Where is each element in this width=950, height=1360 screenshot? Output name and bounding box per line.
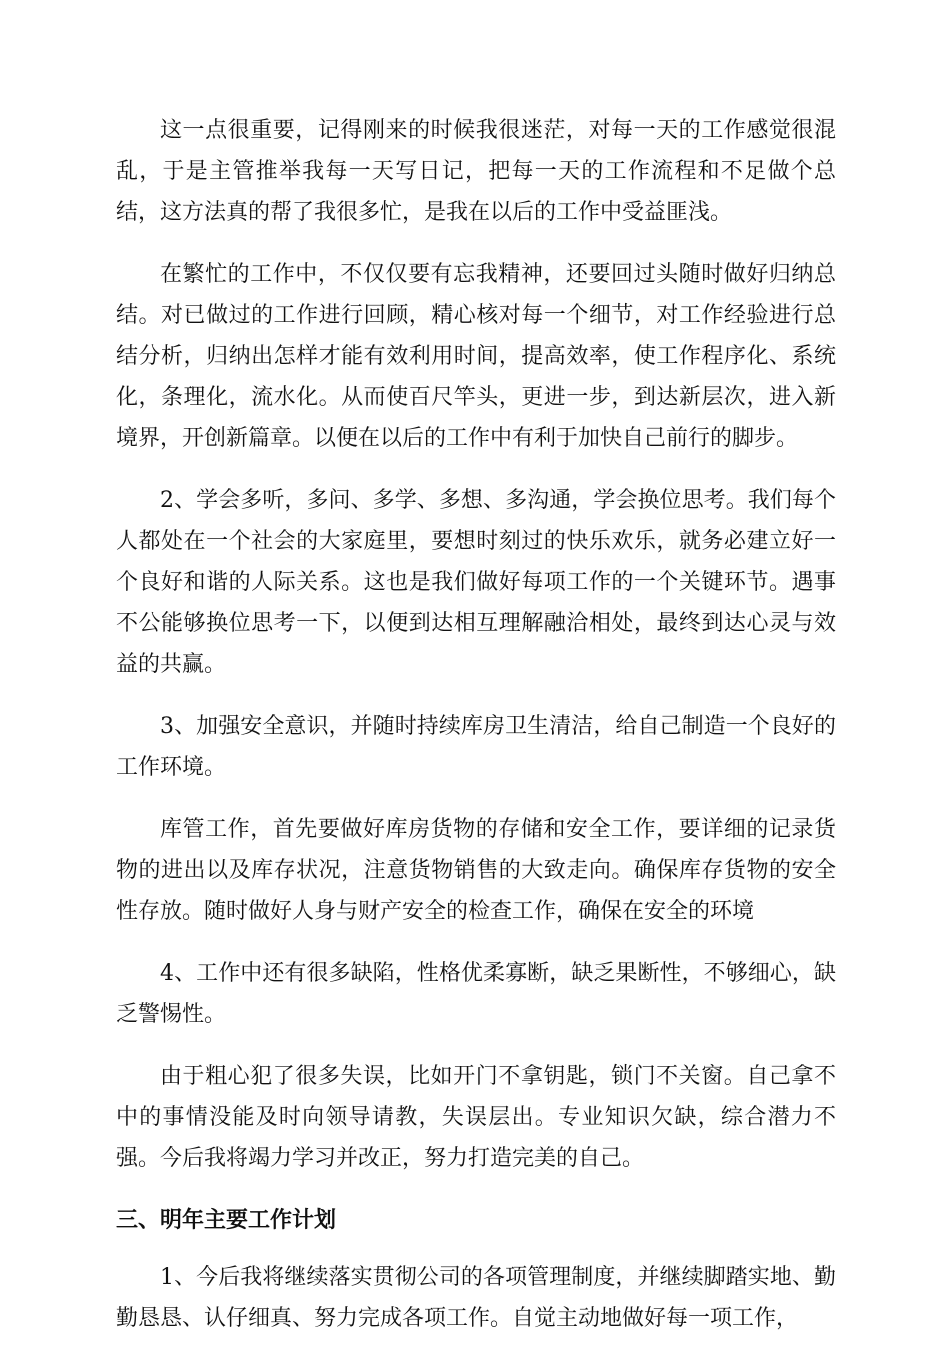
paragraph-8: 1、今后我将继续落实贯彻公司的各项管理制度，并继续脚踏实地、勤勤恳恳、认仔细真、努力完成各项工作。自觉主动地做好每一项工作， [116, 1265, 836, 1331]
section-heading: 三、明年主要工作计划 [116, 1208, 337, 1233]
paragraph-3: 2、学会多听，多问、多学、多想、多沟通，学会换位思考。我们每个人都处在一个社会的大家庭里，要想时刻过的快乐欢乐，就务必建立好一个良好和谐的人际关系。这也是我们做好每项工作的一个关键环节。遇事不公能够换位思考一下，以便到达相互理解融洽相处，最终到达心灵与效益的共赢。 [116, 488, 836, 677]
document-body [116, 110, 836, 1360]
paragraph-2: 在繁忙的工作中，不仅仅要有忘我精神，还要回过头随时做好归纳总结。对已做过的工作进行回顾，精心核对每一个细节，对工作经验进行总结分析，归纳出怎样才能有效利用时间，提高效率，使工作程序化、系统化，条理化，流水化。从而使百尺竿头，更进一步，到达新层次，进入新境界，开创新篇章。以便在以后的工作中有利于加快自己前行的脚步。 [116, 262, 836, 451]
paragraph-4: 3、加强安全意识，并随时持续库房卫生清洁，给自己制造一个良好的工作环境。 [116, 714, 836, 780]
paragraph-6: 4、工作中还有很多缺陷，性格优柔寡断，缺乏果断性，不够细心，缺乏警惕性。 [116, 961, 836, 1027]
paragraph-7: 由于粗心犯了很多失误，比如开门不拿钥匙，锁门不关窗。自己拿不中的事情没能及时向领导请教，失误层出。专业知识欠缺，综合潜力不强。今后我将竭力学习并改正，努力打造完美的自己。 [116, 1064, 836, 1171]
paragraph-5: 库管工作，首先要做好库房货物的存储和安全工作，要详细的记录货物的进出以及库存状况，注意货物销售的大致走向。确保库存货物的安全性存放。随时做好人身与财产安全的检查工作，确保在安全的环境 [116, 817, 836, 924]
paragraph-1: 这一点很重要，记得刚来的时候我很迷茫，对每一天的工作感觉很混乱，于是主管推举我每一天写日记，把每一天的工作流程和不足做个总结，这方法真的帮了我很多忙，是我在以后的工作中受益匪浅。 [116, 118, 836, 225]
